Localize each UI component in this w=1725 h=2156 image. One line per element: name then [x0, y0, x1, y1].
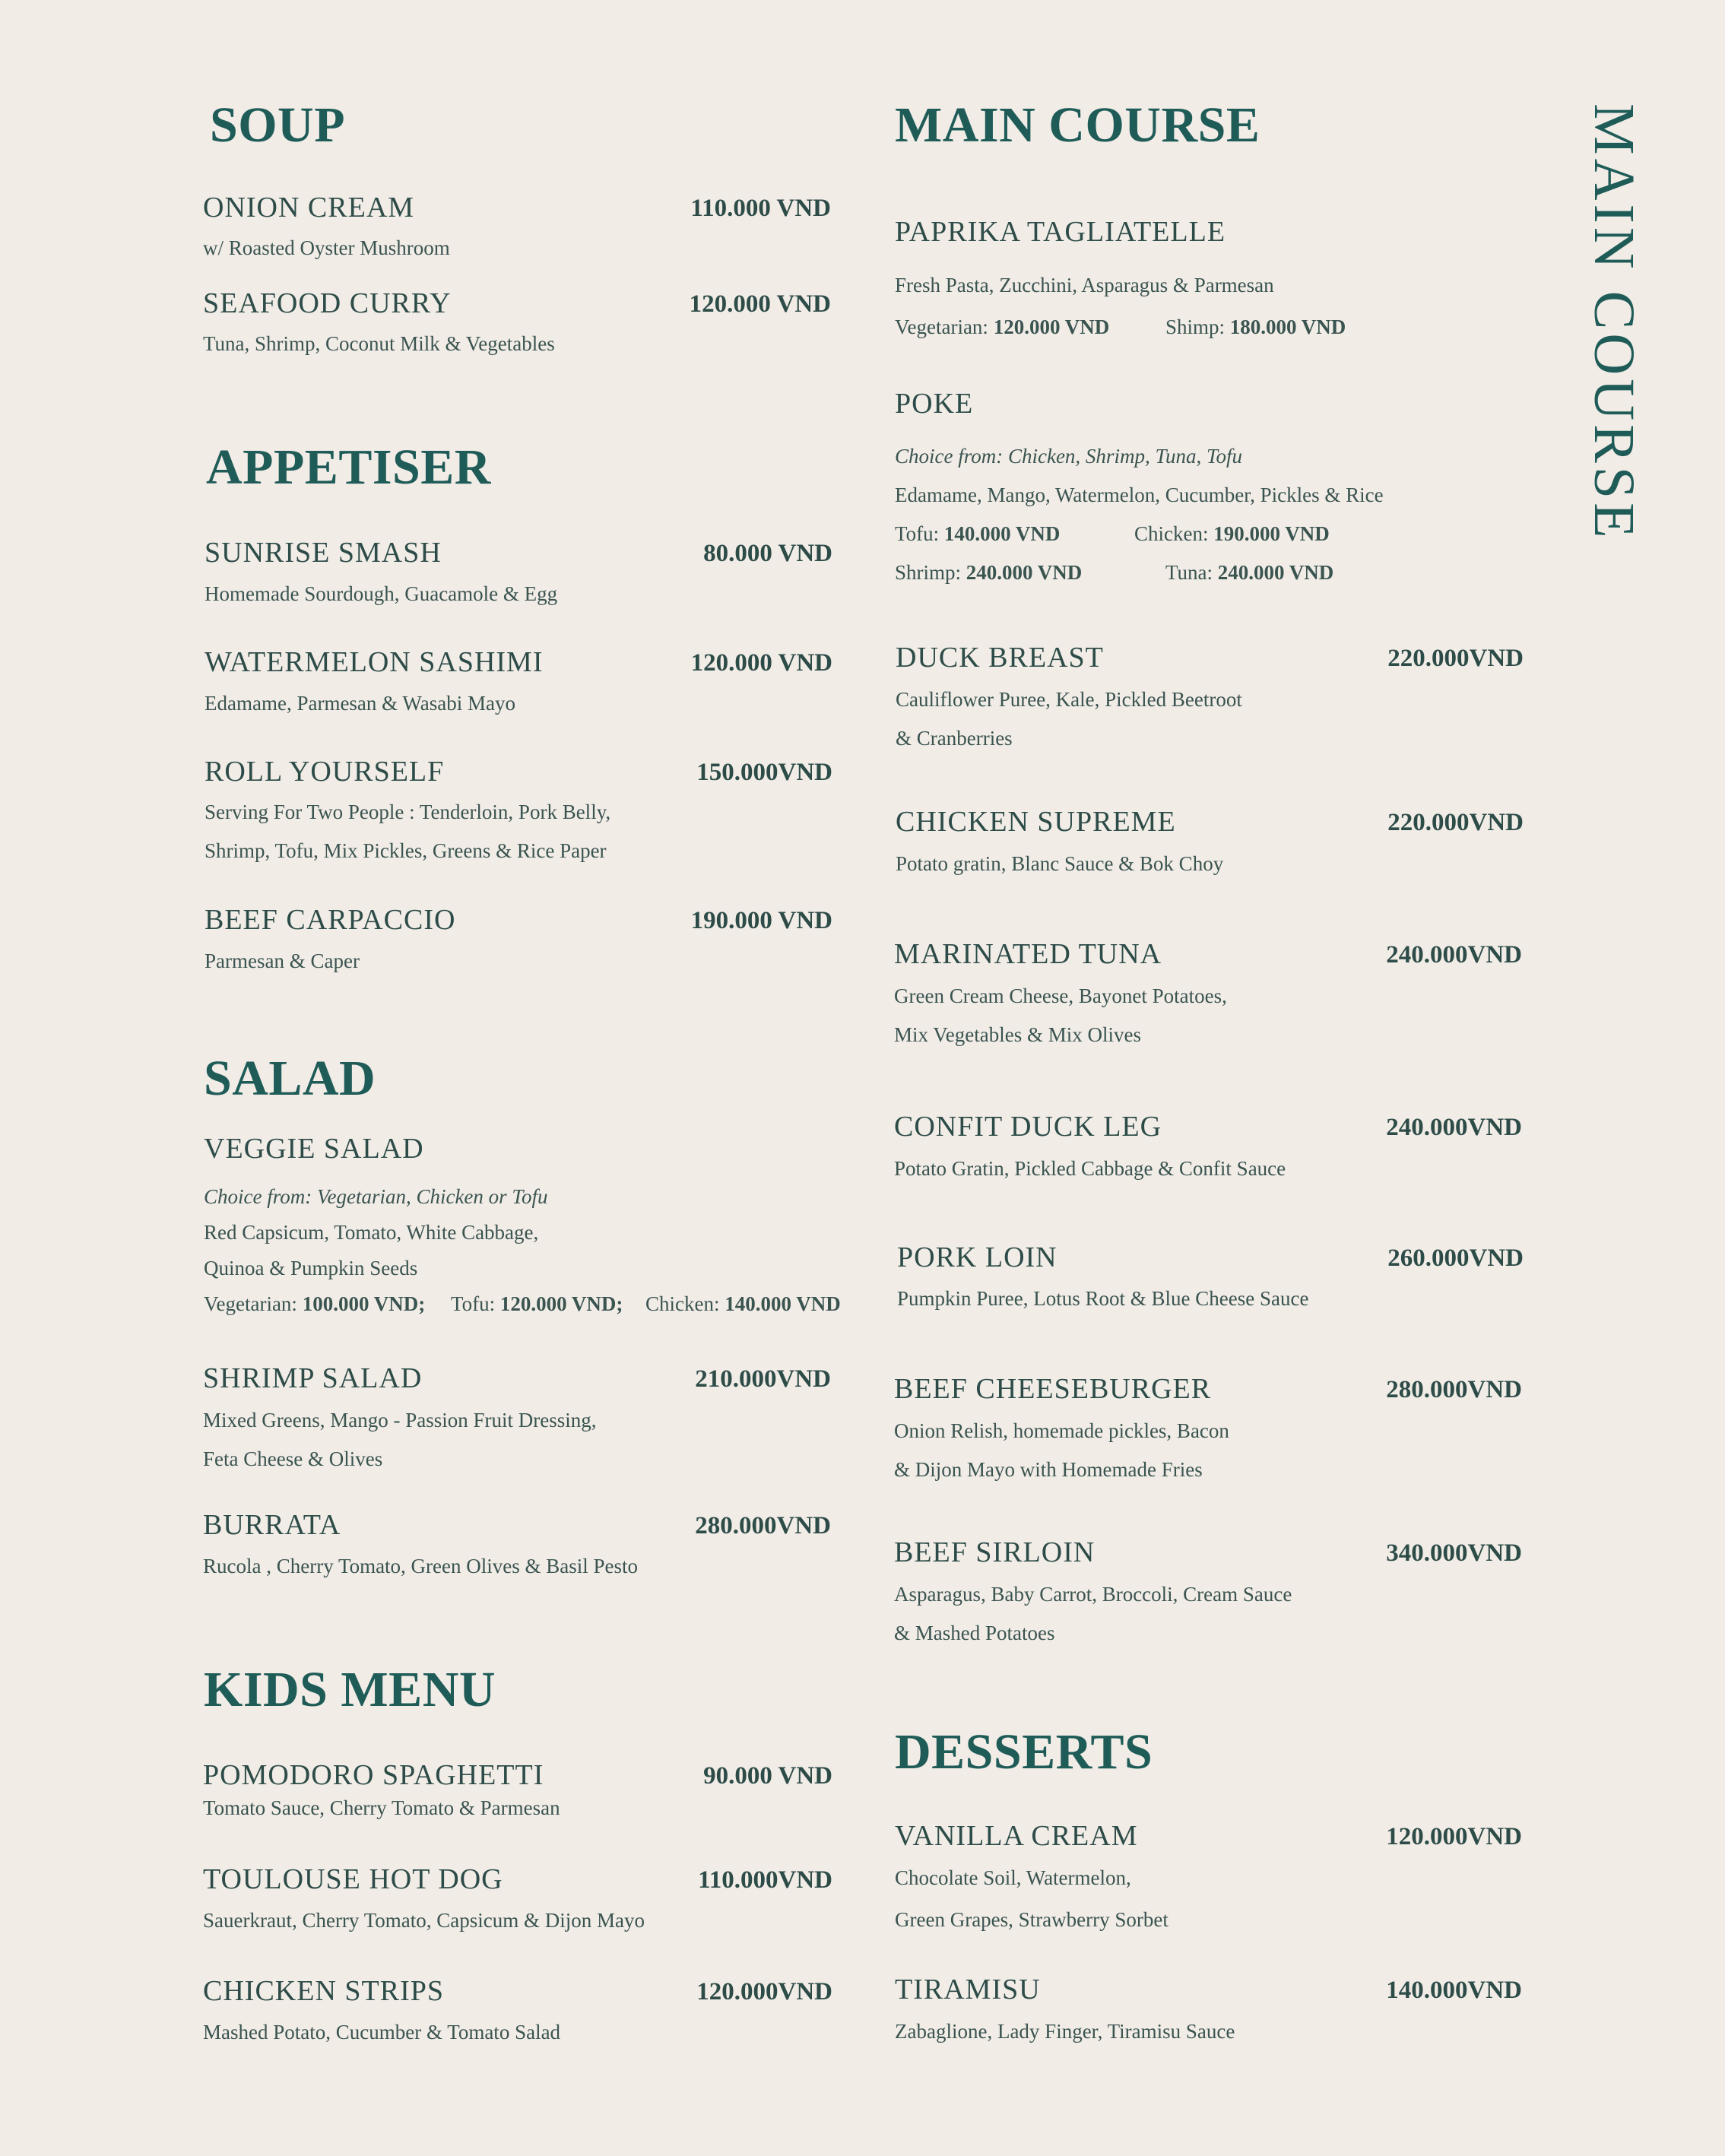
- item-description: Pumpkin Puree, Lotus Root & Blue Cheese Sauce: [897, 1287, 1309, 1310]
- item-description: & Mashed Potatoes: [894, 1622, 1055, 1644]
- option-price: 120.000 VND;: [499, 1292, 623, 1315]
- item-description: Potato gratin, Blanc Sauce & Bok Choy: [896, 852, 1224, 875]
- option-label: Chicken:: [645, 1292, 720, 1315]
- item-name: WATERMELON SASHIMI: [205, 646, 544, 678]
- item-price: 150.000VND: [696, 759, 832, 786]
- item-description: Parmesan & Caper: [205, 950, 360, 972]
- item-option: [645, 1294, 841, 1314]
- item-option: [895, 563, 1082, 583]
- item-price: 210.000VND: [695, 1365, 831, 1393]
- item-description: Homemade Sourdough, Guacamole & Egg: [205, 582, 558, 605]
- item-description: Tomato Sauce, Cherry Tomato & Parmesan: [203, 1796, 560, 1819]
- item-description: Quinoa & Pumpkin Seeds: [204, 1257, 418, 1279]
- option-label: Tofu:: [451, 1292, 496, 1315]
- item-price: 80.000 VND: [703, 540, 832, 567]
- option-label: Tofu:: [895, 522, 940, 545]
- option-price: 100.000 VND;: [302, 1292, 426, 1315]
- item-name: CHICKEN SUPREME: [896, 806, 1176, 838]
- item-name: PAPRIKA TAGLIATELLE: [895, 216, 1226, 248]
- item-name: ONION CREAM: [203, 192, 415, 224]
- item-description: Feta Cheese & Olives: [203, 1447, 383, 1470]
- item-description: w/ Roasted Oyster Mushroom: [203, 236, 450, 259]
- item-name: TOULOUSE HOT DOG: [203, 1863, 503, 1895]
- item-name: VANILLA CREAM: [895, 1820, 1138, 1852]
- item-option: [451, 1294, 623, 1314]
- item-description: Edamame, Mango, Watermelon, Cucumber, Pickles & Rice: [895, 484, 1384, 506]
- section-title-kids-menu: KIDS MENU: [204, 1662, 496, 1717]
- item-price: 240.000VND: [1386, 941, 1522, 969]
- item-price: 90.000 VND: [703, 1762, 832, 1790]
- item-name: SUNRISE SMASH: [205, 537, 442, 569]
- option-price: 190.000 VND: [1213, 522, 1330, 545]
- item-price: 280.000VND: [1386, 1376, 1522, 1403]
- item-name: SHRIMP SALAD: [203, 1362, 423, 1394]
- item-price: 240.000VND: [1386, 1114, 1522, 1141]
- item-description: Shrimp, Tofu, Mix Pickles, Greens & Rice Paper: [205, 839, 607, 862]
- item-name: POKE: [895, 388, 974, 420]
- item-description: Mix Vegetables & Mix Olives: [894, 1023, 1141, 1046]
- item-price: 110.000VND: [698, 1866, 832, 1894]
- item-name: BURRATA: [203, 1509, 341, 1541]
- item-name: TIRAMISU: [895, 1974, 1041, 2005]
- item-description: & Dijon Mayo with Homemade Fries: [894, 1458, 1203, 1481]
- item-price: 280.000VND: [695, 1512, 831, 1539]
- option-label: Vegetarian:: [204, 1292, 297, 1315]
- option-price: 180.000 VND: [1229, 315, 1346, 338]
- item-description: Onion Relish, homemade pickles, Bacon: [894, 1419, 1229, 1442]
- item-name: CONFIT DUCK LEG: [894, 1111, 1162, 1143]
- item-name: POMODORO SPAGHETTI: [203, 1759, 544, 1791]
- item-choice: Choice from: Chicken, Shrimp, Tuna, Tofu: [895, 445, 1243, 468]
- item-option: [204, 1294, 425, 1314]
- item-description: Edamame, Parmesan & Wasabi Mayo: [205, 692, 515, 715]
- item-name: MARINATED TUNA: [894, 938, 1162, 970]
- option-label: Shrimp:: [895, 561, 962, 584]
- option-label: Tuna:: [1165, 561, 1213, 584]
- option-price: 140.000 VND: [943, 522, 1061, 545]
- section-title-appetiser: APPETISER: [206, 439, 491, 495]
- option-price: 240.000 VND: [966, 561, 1083, 584]
- item-description: Green Grapes, Strawberry Sorbet: [895, 1908, 1168, 1931]
- item-name: DUCK BREAST: [896, 642, 1104, 674]
- item-name: PORK LOIN: [897, 1241, 1058, 1273]
- item-price: 140.000VND: [1386, 1977, 1522, 2004]
- item-description: Rucola , Cherry Tomato, Green Olives & Basil Pesto: [203, 1555, 639, 1577]
- option-label: Vegetarian:: [895, 315, 988, 338]
- item-description: Mashed Potato, Cucumber & Tomato Salad: [203, 2021, 561, 2043]
- item-price: 120.000 VND: [689, 290, 831, 318]
- item-price: 190.000 VND: [690, 907, 832, 934]
- item-description: Zabaglione, Lady Finger, Tiramisu Sauce: [895, 2020, 1235, 2043]
- item-choice: Choice from: Vegetarian, Chicken or Tofu: [204, 1185, 548, 1208]
- item-description: Sauerkraut, Cherry Tomato, Capsicum & Dijon Mayo: [203, 1909, 645, 1932]
- item-price: 260.000VND: [1387, 1244, 1524, 1272]
- section-title-soup: SOUP: [210, 97, 346, 153]
- item-description: Mixed Greens, Mango - Passion Fruit Dressing,: [203, 1409, 597, 1432]
- item-description: Red Capsicum, Tomato, White Cabbage,: [204, 1221, 539, 1244]
- item-option: [1165, 317, 1346, 338]
- item-price: 120.000VND: [696, 1978, 832, 2005]
- option-price: 120.000 VND: [993, 315, 1110, 338]
- item-description: & Cranberries: [896, 727, 1013, 750]
- item-description: Tuna, Shrimp, Coconut Milk & Vegetables: [203, 332, 555, 355]
- item-name: BEEF CARPACCIO: [205, 904, 456, 936]
- item-description: Serving For Two People : Tenderloin, Pork Belly,: [205, 801, 611, 823]
- item-name: ROLL YOURSELF: [205, 756, 445, 788]
- item-description: Fresh Pasta, Zucchini, Asparagus & Parmesan: [895, 274, 1274, 296]
- item-name: CHICKEN STRIPS: [203, 1975, 444, 2007]
- section-title-main-course: MAIN COURSE: [895, 97, 1260, 153]
- item-price: 120.000VND: [1386, 1823, 1522, 1850]
- item-option: [895, 317, 1109, 338]
- item-price: 220.000VND: [1387, 809, 1524, 836]
- item-option: [1134, 524, 1330, 544]
- option-label: Shimp:: [1165, 315, 1226, 338]
- item-price: 110.000 VND: [690, 195, 831, 222]
- item-option: [895, 524, 1060, 544]
- section-title-desserts: DESSERTS: [895, 1724, 1153, 1780]
- vertical-section-title: MAIN COURSE: [1582, 103, 1646, 542]
- item-option: [1165, 563, 1333, 583]
- option-price: 240.000 VND: [1217, 561, 1334, 584]
- item-name: SEAFOOD CURRY: [203, 287, 452, 319]
- item-price: 120.000 VND: [690, 649, 832, 677]
- option-label: Chicken:: [1134, 522, 1209, 545]
- item-name: VEGGIE SALAD: [204, 1133, 424, 1165]
- option-price: 140.000 VND: [725, 1292, 841, 1315]
- item-name: BEEF SIRLOIN: [894, 1536, 1096, 1568]
- section-title-salad: SALAD: [204, 1051, 376, 1106]
- item-description: Potato Gratin, Pickled Cabbage & Confit Sauce: [894, 1157, 1286, 1180]
- item-description: Chocolate Soil, Watermelon,: [895, 1866, 1131, 1889]
- item-description: Cauliflower Puree, Kale, Pickled Beetroot: [896, 688, 1242, 711]
- item-description: Green Cream Cheese, Bayonet Potatoes,: [894, 984, 1227, 1007]
- item-description: Asparagus, Baby Carrot, Broccoli, Cream Sauce: [894, 1583, 1292, 1606]
- item-price: 220.000VND: [1387, 645, 1524, 672]
- item-price: 340.000VND: [1386, 1539, 1522, 1567]
- item-name: BEEF CHEESEBURGER: [894, 1373, 1212, 1405]
